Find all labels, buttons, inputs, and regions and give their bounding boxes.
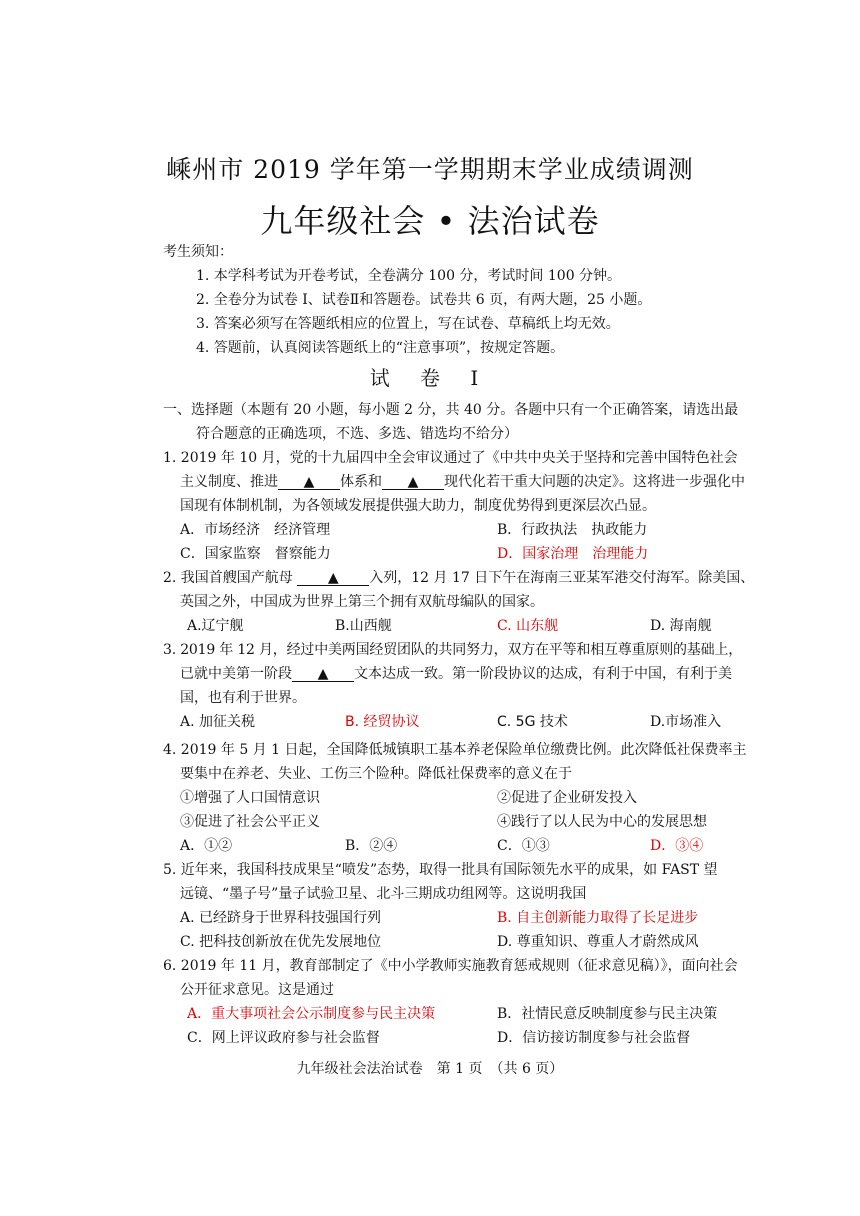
q5-option-d: D. 尊重知识、尊重人才蔚然成风 bbox=[497, 934, 699, 950]
notice-item: 3. 答案必须写在答题纸相应的位置上，写在试卷、草稿纸上均无效。 bbox=[196, 316, 620, 332]
q2-option-b: B.山西舰 bbox=[335, 618, 392, 634]
q4-statement-3: ③促进了社会公平正义 bbox=[180, 814, 320, 830]
question-2-stem-line2: 英国之外，中国成为世界上第三个拥有双航母编队的国家。 bbox=[180, 594, 544, 610]
question-1-stem-line2 bbox=[180, 471, 745, 491]
exam-title-line2: 九年级社会 • 法治试卷 bbox=[260, 202, 600, 240]
triangle-icon: ▲ bbox=[303, 474, 315, 490]
question-4-stem: 4. 2019 年 5 月 1 日起，全国降低城镇职工基本养老保险单位缴费比例。此次降低社保费率主 bbox=[163, 742, 747, 758]
exam-title-line1: 嵊州市 2019 学年第一学期期末学业成绩调测 bbox=[166, 155, 694, 184]
q1-text-c: 现代化若干重大问题的决定》。这将进一步强化中 bbox=[444, 474, 745, 490]
section-title: 试 卷 Ⅰ bbox=[369, 366, 491, 390]
triangle-icon: ▲ bbox=[327, 570, 339, 586]
answer-blank bbox=[382, 475, 444, 490]
q4-option-b: B．②④ bbox=[345, 838, 398, 854]
q3-text-b: 文本达成一致。第一阶段协议的达成，有利于中国，有利于美 bbox=[354, 666, 732, 682]
notice-heading: 考生须知： bbox=[163, 244, 233, 260]
q1-option-a: A．市场经济 经济管理 bbox=[180, 522, 331, 538]
question-1-stem: 1. 2019 年 10 月，党的十九届四中全会审议通过了《中共中央关于坚持和完善中国特色社会 bbox=[163, 450, 738, 466]
answer-blank bbox=[297, 571, 369, 586]
q5-option-c: C. 把科技创新放在优先发展地位 bbox=[180, 934, 382, 950]
q4-statement-1: ①增强了人口国情意识 bbox=[180, 790, 320, 806]
q4-statement-2: ②促进了企业研发投入 bbox=[497, 790, 637, 806]
triangle-icon: ▲ bbox=[407, 474, 419, 490]
q3-option-d: D.市场准入 bbox=[650, 714, 722, 730]
q4-option-d-answer: D．③④ bbox=[650, 838, 704, 854]
question-2-stem bbox=[163, 567, 754, 587]
page-footer: 九年级社会法治试卷 第 1 页 （共 6 页） bbox=[296, 1061, 564, 1077]
question-3-stem: 3. 2019 年 12 月，经过中美两国经贸团队的共同努力，双方在平等和相互尊重原则的基础上， bbox=[163, 642, 742, 658]
q1-option-c: C．国家监察 督察能力 bbox=[180, 546, 331, 562]
q2-option-a: A.辽宁舰 bbox=[187, 618, 244, 634]
q2-text-a: 2. 我国首艘国产航母 bbox=[163, 570, 293, 586]
question-3-stem-line2 bbox=[180, 663, 732, 683]
q4-option-c: C．①③ bbox=[497, 838, 550, 854]
q6-option-c: C．网上评议政府参与社会监督 bbox=[187, 1030, 380, 1046]
q2-text-b: 入列，12 月 17 日下午在海南三亚某军港交付海军。除美国、 bbox=[369, 570, 755, 586]
answer-blank bbox=[292, 667, 354, 682]
q3-option-c: C. 5G 技术 bbox=[497, 714, 568, 730]
q4-statement-4: ④践行了以人民为中心的发展思想 bbox=[497, 814, 707, 830]
q1-option-b: B．行政执法 执政能力 bbox=[497, 522, 648, 538]
q1-text-b: 体系和 bbox=[340, 474, 382, 490]
question-6-stem: 6. 2019 年 11 月，教育部制定了《中小学教师实施教育惩戒规则（征求意见稿）》，面向社会 bbox=[163, 958, 738, 974]
part-one-instructions: 一、选择题（本题有 20 小题，每小题 2 分，共 40 分。各题中只有一个正确答案，请选出最 bbox=[163, 402, 739, 418]
q2-option-d: D. 海南舰 bbox=[650, 618, 712, 634]
q6-option-b: B．社情民意反映制度参与民主决策 bbox=[497, 1006, 718, 1022]
question-5-stem: 5. 近年来，我国科技成果呈“喷发”态势，取得一批具有国际领先水平的成果，如 FAST 望 bbox=[163, 862, 718, 878]
q1-text-a: 主义制度、推进 bbox=[180, 474, 278, 490]
q3-option-b-answer: B. 经贸协议 bbox=[345, 714, 420, 730]
notice-item: 4. 答题前，认真阅读答题纸上的“注意事项”，按规定答题。 bbox=[196, 340, 565, 356]
q1-option-d-answer: D．国家治理 治理能力 bbox=[497, 546, 649, 562]
part-one-instructions-cont: 符合题意的正确选项，不选、多选、错选均不给分） bbox=[196, 426, 518, 442]
q5-option-b-answer: B. 自主创新能力取得了长足进步 bbox=[497, 910, 699, 926]
notice-item: 1. 本学科考试为开卷考试，全卷满分 100 分，考试时间 100 分钟。 bbox=[196, 268, 622, 284]
q3-text-a: 已就中美第一阶段 bbox=[180, 666, 292, 682]
question-5-stem-line2: 远镜、“墨子号”量子试验卫星、北斗三期成功组网等。这说明我国 bbox=[180, 886, 587, 902]
question-3-stem-line3: 国，也有利于世界。 bbox=[180, 690, 306, 706]
question-6-stem-line2: 公开征求意见。这是通过 bbox=[180, 982, 334, 998]
q4-option-a: A．①② bbox=[180, 838, 233, 854]
q5-option-a: A. 已经跻身于世界科技强国行列 bbox=[180, 910, 382, 926]
q6-option-a-answer: A．重大事项社会公示制度参与民主决策 bbox=[187, 1006, 436, 1022]
question-4-stem-line2: 要集中在养老、失业、工伤三个险种。降低社保费率的意义在于 bbox=[180, 766, 572, 782]
question-1-stem-line3: 国现有体制机制，为各领域发展提供强大助力，制度优势得到更深层次凸显。 bbox=[180, 498, 656, 514]
q6-option-d: D．信访接访制度参与社会监督 bbox=[497, 1030, 691, 1046]
answer-blank bbox=[278, 475, 340, 490]
q3-option-a: A. 加征关税 bbox=[180, 714, 256, 730]
notice-item: 2. 全卷分为试卷 Ⅰ、试卷Ⅱ和答题卷。试卷共 6 页，有两大题，25 小题。 bbox=[196, 292, 652, 308]
triangle-icon: ▲ bbox=[317, 666, 329, 682]
q2-option-c-answer: C. 山东舰 bbox=[497, 618, 559, 634]
